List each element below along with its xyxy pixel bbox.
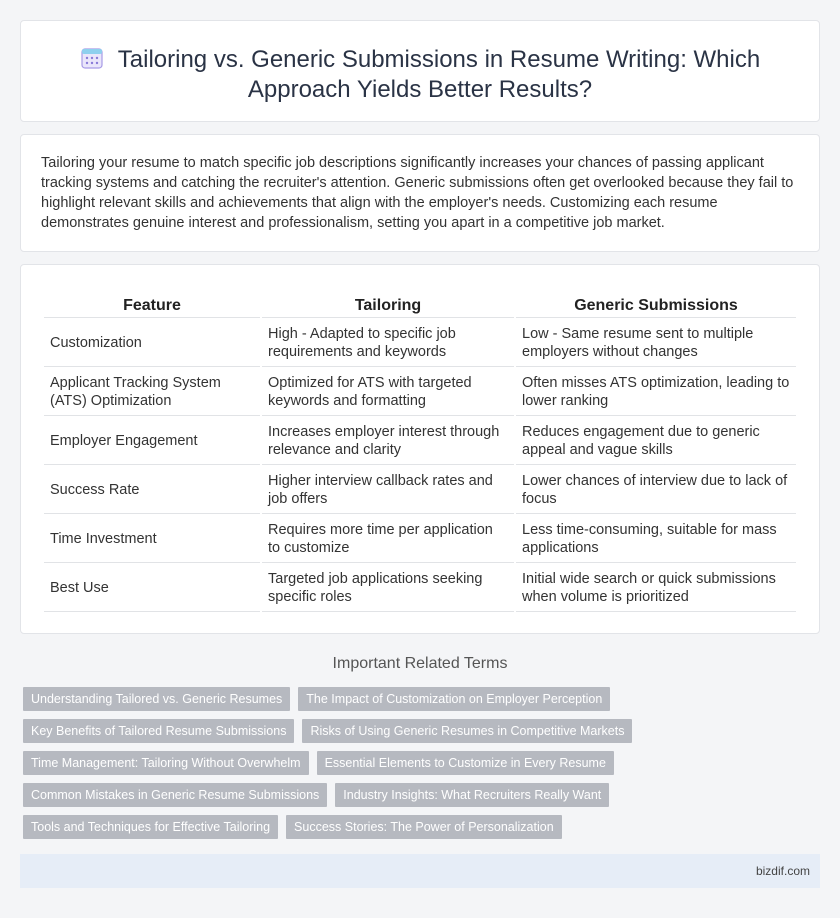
related-term-link[interactable]: Tools and Techniques for Effective Tailoring: [23, 815, 278, 839]
table-header-row: [44, 296, 796, 318]
tag-row: [23, 783, 823, 815]
related-term-link[interactable]: Essential Elements to Customize in Every Resume: [317, 751, 614, 775]
site-name[interactable]: bizdif.com: [755, 864, 810, 878]
title-text: Tailoring vs. Generic Submissions in Resume Writing: Which Approach Yields Better Results?: [117, 46, 761, 103]
generic-cell: Reduces engagement due to generic appeal and vague skills: [516, 416, 796, 465]
table-row: [44, 416, 796, 465]
intro-card: [20, 134, 820, 252]
title-card: [20, 20, 820, 122]
table-row: [44, 465, 796, 514]
table-row: [44, 563, 796, 612]
table-row: [44, 514, 796, 563]
tailoring-cell: Higher interview callback rates and job offers: [262, 465, 514, 514]
tailoring-cell: Optimized for ATS with targeted keywords and formatting: [262, 367, 514, 416]
related-terms-list: [23, 687, 823, 847]
related-term-link[interactable]: Risks of Using Generic Resumes in Competitive Markets: [302, 719, 632, 743]
calendar-icon: [80, 46, 104, 70]
table-row: [44, 367, 796, 416]
intro-paragraph: Tailoring your resume to match specific job descriptions significantly increases your chances of passing applicant tracking systems and catching the recruiter's attention. Generic submissions often get overlooked because they fail to highlight relevant skills and achievements that align with the employer's needs. Customizing each resume demonstrates genuine interest and professionalism, setting you apart in a competitive job market.: [41, 155, 794, 231]
related-term-link[interactable]: Time Management: Tailoring Without Overwhelm: [23, 751, 309, 775]
table-row: [44, 318, 796, 367]
feature-cell: Applicant Tracking System (ATS) Optimization: [44, 367, 260, 416]
tag-row: [23, 687, 823, 719]
generic-cell: Lower chances of interview due to lack of focus: [516, 465, 796, 514]
feature-cell: Success Rate: [44, 465, 260, 514]
generic-cell: Less time-consuming, suitable for mass applications: [516, 514, 796, 563]
related-term-link[interactable]: The Impact of Customization on Employer Perception: [298, 687, 610, 711]
header-tailoring: Tailoring: [262, 296, 514, 318]
page-title: [61, 45, 779, 105]
footer-bar: [20, 854, 820, 888]
header-feature: Feature: [44, 296, 260, 318]
related-term-link[interactable]: Industry Insights: What Recruiters Really Want: [335, 783, 609, 807]
generic-cell: Often misses ATS optimization, leading to lower ranking: [516, 367, 796, 416]
related-term-link[interactable]: Key Benefits of Tailored Resume Submissions: [23, 719, 294, 743]
feature-cell: Best Use: [44, 563, 260, 612]
feature-cell: Customization: [44, 318, 260, 367]
tailoring-cell: High - Adapted to specific job requirements and keywords: [262, 318, 514, 367]
comparison-table: [42, 296, 798, 612]
generic-cell: Initial wide search or quick submissions when volume is prioritized: [516, 563, 796, 612]
related-term-link[interactable]: Success Stories: The Power of Personalization: [286, 815, 562, 839]
tailoring-cell: Targeted job applications seeking specific roles: [262, 563, 514, 612]
feature-cell: Employer Engagement: [44, 416, 260, 465]
tag-row: [23, 719, 823, 751]
tag-row: [23, 751, 823, 783]
related-terms-heading: Important Related Terms: [332, 655, 508, 672]
comparison-table-card: [20, 264, 820, 634]
tailoring-cell: Requires more time per application to customize: [262, 514, 514, 563]
feature-cell: Time Investment: [44, 514, 260, 563]
header-generic: Generic Submissions: [516, 296, 796, 318]
related-term-link[interactable]: Understanding Tailored vs. Generic Resumes: [23, 687, 290, 711]
related-term-link[interactable]: Common Mistakes in Generic Resume Submissions: [23, 783, 327, 807]
generic-cell: Low - Same resume sent to multiple employers without changes: [516, 318, 796, 367]
tailoring-cell: Increases employer interest through relevance and clarity: [262, 416, 514, 465]
tag-row: [23, 815, 823, 847]
